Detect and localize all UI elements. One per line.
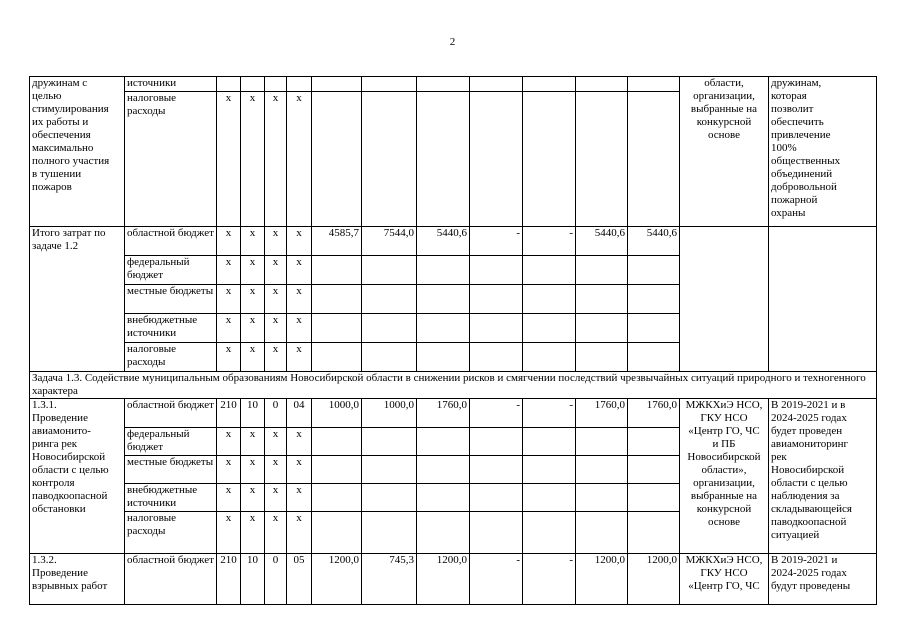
budget-code-cell: х — [265, 285, 287, 314]
budget-code-cell: х — [287, 456, 312, 484]
budget-code-cell: х — [265, 314, 287, 343]
budget-code-cell: х — [287, 256, 312, 285]
amount-cell — [628, 285, 680, 314]
funding-source-cell: местные бюджеты — [125, 285, 217, 314]
amount-cell — [628, 314, 680, 343]
amount-cell — [576, 484, 628, 512]
page-number: 2 — [449, 36, 456, 48]
amount-cell — [312, 92, 362, 227]
amount-cell — [362, 456, 417, 484]
budget-code-cell: х — [217, 227, 241, 256]
amount-cell — [523, 428, 576, 456]
funding-source-cell: налоговые расходы — [125, 92, 217, 227]
amount-cell — [470, 484, 523, 512]
budget-code-cell: х — [265, 484, 287, 512]
budget-code-cell: х — [265, 343, 287, 372]
activity-name-cell-line: области с целью — [32, 464, 109, 476]
expected-result-cell-line: ситуацией — [771, 529, 820, 541]
amount-cell — [362, 343, 417, 372]
funding-source-cell: областной бюджет — [125, 399, 217, 428]
amount-cell: 1760,0 — [576, 399, 628, 428]
expected-result-cell-line: В 2019-2021 и — [771, 554, 838, 566]
funding-source-cell: федеральный бюджет — [125, 428, 217, 456]
amount-cell — [628, 77, 680, 92]
expected-result-cell — [769, 399, 877, 554]
amount-cell — [628, 92, 680, 227]
budget-code-cell: х — [265, 227, 287, 256]
executor-cell-line: и ПБ — [712, 438, 736, 450]
amount-cell — [417, 77, 470, 92]
amount-cell — [362, 285, 417, 314]
amount-cell — [362, 314, 417, 343]
budget-code-cell: х — [265, 456, 287, 484]
amount-cell: - — [523, 554, 576, 605]
budget-code-cell: х — [241, 285, 265, 314]
activity-name-cell-line: контроля — [32, 477, 75, 489]
executor-cell-line: выбранные на — [690, 103, 758, 115]
amount-cell — [362, 512, 417, 554]
amount-cell — [523, 343, 576, 372]
amount-cell: 1760,0 — [417, 399, 470, 428]
amount-cell — [628, 512, 680, 554]
budget-code-cell: х — [217, 256, 241, 285]
budget-code-cell: х — [217, 484, 241, 512]
amount-cell — [470, 92, 523, 227]
executor-cell-line: конкурсной — [696, 116, 752, 128]
activity-name-cell-line: обстановки — [32, 503, 86, 515]
activity-name-cell-line: Проведение — [32, 567, 88, 579]
executor-cell-line: Новосибирской — [687, 451, 761, 463]
amount-cell: 1200,0 — [576, 554, 628, 605]
budget-code-cell: 04 — [287, 399, 312, 428]
budget-code-cell: х — [241, 227, 265, 256]
budget-code-cell: х — [217, 92, 241, 227]
expected-result-cell-line: добровольной — [771, 181, 837, 193]
amount-cell — [576, 428, 628, 456]
funding-source-cell: внебюджетные источники — [125, 484, 217, 512]
expected-result-cell-line: складывающейся — [771, 503, 852, 515]
executor-cell-line: «Центр ГО, ЧС — [688, 580, 760, 592]
expected-result-cell-line: рек — [771, 451, 787, 463]
expected-result-cell-line: 100% — [771, 142, 797, 154]
budget-code-cell: х — [217, 456, 241, 484]
activity-name-cell-line: полного участия — [32, 155, 110, 167]
expected-result-cell — [769, 227, 877, 372]
amount-cell — [470, 428, 523, 456]
amount-cell — [523, 314, 576, 343]
amount-cell — [523, 285, 576, 314]
funding-source-cell: областной бюджет — [125, 554, 217, 605]
budget-code-cell: х — [217, 285, 241, 314]
activity-name-cell-line: их работы и — [32, 116, 89, 128]
amount-cell: - — [470, 227, 523, 256]
expected-result-cell-line: авиамониторинг — [771, 438, 849, 450]
executor-cell-line: основе — [707, 516, 741, 528]
executor-cell-line: организации, — [693, 477, 755, 489]
amount-cell — [312, 456, 362, 484]
funding-source-cell: налоговые расходы — [125, 343, 217, 372]
budget-code-cell: 05 — [287, 554, 312, 605]
expected-result-cell-line: 2024-2025 годах — [771, 567, 847, 579]
budget-code-cell: 210 — [217, 554, 241, 605]
funding-source-cell: федеральный бюджет — [125, 256, 217, 285]
table-body — [30, 77, 877, 605]
amount-cell — [417, 92, 470, 227]
amount-cell — [362, 92, 417, 227]
amount-cell — [523, 512, 576, 554]
budget-code-cell: х — [241, 512, 265, 554]
program-table — [29, 76, 877, 605]
executor-cell — [680, 399, 769, 554]
amount-cell — [576, 256, 628, 285]
amount-cell — [576, 77, 628, 92]
table-row — [30, 399, 877, 428]
amount-cell — [312, 484, 362, 512]
funding-source-cell: областной бюджет — [125, 227, 217, 256]
amount-cell — [417, 314, 470, 343]
amount-cell — [628, 484, 680, 512]
amount-cell: - — [470, 399, 523, 428]
expected-result-cell-line: наблюдения за — [771, 490, 840, 502]
budget-code-cell: х — [241, 92, 265, 227]
expected-result-cell-line: Новосибирской — [771, 464, 845, 476]
activity-name-cell-line: паводкоопасной — [32, 490, 108, 502]
executor-cell-line: МЖКХиЭ НСО, — [685, 554, 763, 566]
amount-cell — [312, 314, 362, 343]
amount-cell — [523, 456, 576, 484]
executor-cell-line: МЖКХиЭ НСО, — [685, 399, 763, 411]
table-row — [30, 227, 877, 256]
amount-cell — [362, 77, 417, 92]
budget-code-cell: х — [241, 314, 265, 343]
amount-cell — [417, 285, 470, 314]
executor-cell-line: выбранные на — [690, 490, 758, 502]
amount-cell — [417, 484, 470, 512]
amount-cell — [470, 77, 523, 92]
amount-cell — [628, 456, 680, 484]
expected-result-cell — [769, 77, 877, 227]
executor-cell-line: области», — [701, 464, 747, 476]
budget-code-cell — [217, 77, 241, 92]
budget-code-cell: х — [265, 92, 287, 227]
amount-cell — [312, 285, 362, 314]
expected-result-cell-line: области с целью — [771, 477, 848, 489]
amount-cell — [628, 343, 680, 372]
budget-code-cell: 0 — [265, 399, 287, 428]
activity-name-cell-line: взрывных работ — [32, 580, 108, 592]
budget-code-cell: х — [265, 512, 287, 554]
amount-cell — [417, 456, 470, 484]
amount-cell: 5440,6 — [628, 227, 680, 256]
budget-code-cell — [241, 77, 265, 92]
budget-code-cell: х — [287, 343, 312, 372]
amount-cell: 4585,7 — [312, 227, 362, 256]
activity-name-cell-line: максимально — [32, 142, 94, 154]
expected-result-cell-line: будут проведены — [771, 580, 851, 592]
budget-code-cell: х — [287, 512, 312, 554]
task-heading-cell: Задача 1.3. Содействие муниципальным образованиям Новосибирской области в снижении рисков и смягчении последствий чрезвычайных ситуаций природного и техногенного характера — [30, 372, 877, 399]
amount-cell — [576, 512, 628, 554]
amount-cell — [417, 256, 470, 285]
expected-result-cell-line: объединений — [771, 168, 833, 180]
expected-result-cell-line: В 2019-2021 и в — [771, 399, 846, 411]
amount-cell: 5440,6 — [576, 227, 628, 256]
expected-result-cell-line: паводкоопасной — [771, 516, 847, 528]
amount-cell: 7544,0 — [362, 227, 417, 256]
amount-cell: 5440,6 — [417, 227, 470, 256]
amount-cell: 1000,0 — [312, 399, 362, 428]
amount-cell — [470, 456, 523, 484]
amount-cell — [362, 428, 417, 456]
budget-code-cell: х — [287, 314, 312, 343]
budget-code-cell: 10 — [241, 399, 265, 428]
expected-result-cell-line: дружинам, — [771, 77, 822, 89]
amount-cell — [417, 343, 470, 372]
expected-result-cell-line: охраны — [771, 207, 806, 219]
activity-name-cell — [30, 77, 125, 227]
amount-cell — [312, 428, 362, 456]
amount-cell — [470, 512, 523, 554]
amount-cell — [362, 256, 417, 285]
activity-name-cell-line: Новосибирской — [32, 451, 106, 463]
funding-source-cell: налоговые расходы — [125, 512, 217, 554]
amount-cell — [417, 512, 470, 554]
executor-cell-line: ГКУ НСО — [700, 412, 748, 424]
budget-code-cell: х — [241, 343, 265, 372]
amount-cell — [470, 343, 523, 372]
activity-name-cell-line: в тушении — [32, 168, 82, 180]
amount-cell: - — [523, 399, 576, 428]
funding-source-cell: местные бюджеты — [125, 456, 217, 484]
budget-code-cell: х — [241, 428, 265, 456]
budget-code-cell: х — [217, 428, 241, 456]
budget-code-cell: х — [241, 484, 265, 512]
budget-code-cell: 10 — [241, 554, 265, 605]
budget-code-cell: х — [217, 314, 241, 343]
expected-result-cell-line: общественных — [771, 155, 841, 167]
activity-name-cell-line: стимулирования — [32, 103, 109, 115]
budget-code-cell: х — [241, 256, 265, 285]
activity-name-cell-line: 1.3.2. — [32, 554, 57, 566]
amount-cell: 1760,0 — [628, 399, 680, 428]
expected-result-cell-line: позволит — [771, 103, 814, 115]
expected-result-cell-line: которая — [771, 90, 807, 102]
amount-cell: 1200,0 — [628, 554, 680, 605]
activity-name-cell — [30, 399, 125, 554]
budget-code-cell: х — [265, 428, 287, 456]
executor-cell-line: конкурсной — [696, 503, 752, 515]
executor-cell-line: организации, — [693, 90, 755, 102]
amount-cell — [576, 343, 628, 372]
amount-cell — [523, 92, 576, 227]
expected-result-cell-line: 2024-2025 годах — [771, 412, 847, 424]
executor-cell-line: области, — [704, 77, 744, 89]
budget-code-cell: х — [287, 285, 312, 314]
amount-cell — [312, 512, 362, 554]
amount-cell — [470, 314, 523, 343]
funding-source-cell: источники — [125, 77, 217, 92]
amount-cell — [470, 256, 523, 285]
amount-cell — [576, 92, 628, 227]
activity-name-cell-line: Проведение — [32, 412, 88, 424]
activity-name-cell — [30, 554, 125, 605]
budget-code-cell: х — [287, 92, 312, 227]
budget-code-cell: 0 — [265, 554, 287, 605]
budget-code-cell: х — [265, 256, 287, 285]
amount-cell — [576, 285, 628, 314]
budget-code-cell: х — [217, 512, 241, 554]
funding-source-cell: внебюджетные источники — [125, 314, 217, 343]
amount-cell — [576, 456, 628, 484]
expected-result-cell — [769, 554, 877, 605]
budget-code-cell: х — [241, 456, 265, 484]
total-label-cell: Итого затрат по задаче 1.2 — [30, 227, 125, 372]
table-row — [30, 77, 877, 92]
executor-cell-line: ГКУ НСО — [700, 567, 748, 579]
expected-result-cell-line: пожарной — [771, 194, 818, 206]
budget-code-cell: х — [287, 484, 312, 512]
amount-cell: 1200,0 — [312, 554, 362, 605]
activity-name-cell-line: обеспечения — [32, 129, 91, 141]
amount-cell — [312, 343, 362, 372]
amount-cell — [470, 285, 523, 314]
amount-cell — [628, 428, 680, 456]
budget-code-cell: х — [217, 343, 241, 372]
amount-cell — [417, 428, 470, 456]
amount-cell: - — [470, 554, 523, 605]
budget-code-cell: х — [287, 428, 312, 456]
budget-code-cell — [265, 77, 287, 92]
executor-cell — [680, 554, 769, 605]
activity-name-cell-line: авиамонито- — [32, 425, 91, 437]
task-row — [30, 372, 877, 399]
executor-cell — [680, 227, 769, 372]
amount-cell: 1000,0 — [362, 399, 417, 428]
activity-name-cell-line: целью — [32, 90, 62, 102]
expected-result-cell-line: обеспечить — [771, 116, 824, 128]
amount-cell — [312, 77, 362, 92]
amount-cell — [523, 484, 576, 512]
budget-code-cell: х — [287, 227, 312, 256]
amount-cell — [523, 77, 576, 92]
amount-cell — [362, 484, 417, 512]
table-row — [30, 554, 877, 605]
amount-cell: 1200,0 — [417, 554, 470, 605]
activity-name-cell-line: пожаров — [32, 181, 72, 193]
amount-cell: - — [523, 227, 576, 256]
activity-name-cell-line: 1.3.1. — [32, 399, 57, 411]
amount-cell — [312, 256, 362, 285]
executor-cell — [680, 77, 769, 227]
activity-name-cell-line: дружинам с — [32, 77, 88, 89]
budget-code-cell: 210 — [217, 399, 241, 428]
amount-cell — [523, 256, 576, 285]
executor-cell-line: основе — [707, 129, 741, 141]
budget-code-cell — [287, 77, 312, 92]
amount-cell — [576, 314, 628, 343]
amount-cell: 745,3 — [362, 554, 417, 605]
expected-result-cell-line: привлечение — [771, 129, 831, 141]
amount-cell — [628, 256, 680, 285]
expected-result-cell-line: будет проведен — [771, 425, 843, 437]
activity-name-cell-line: ринга рек — [32, 438, 78, 450]
executor-cell-line: «Центр ГО, ЧС — [688, 425, 760, 437]
